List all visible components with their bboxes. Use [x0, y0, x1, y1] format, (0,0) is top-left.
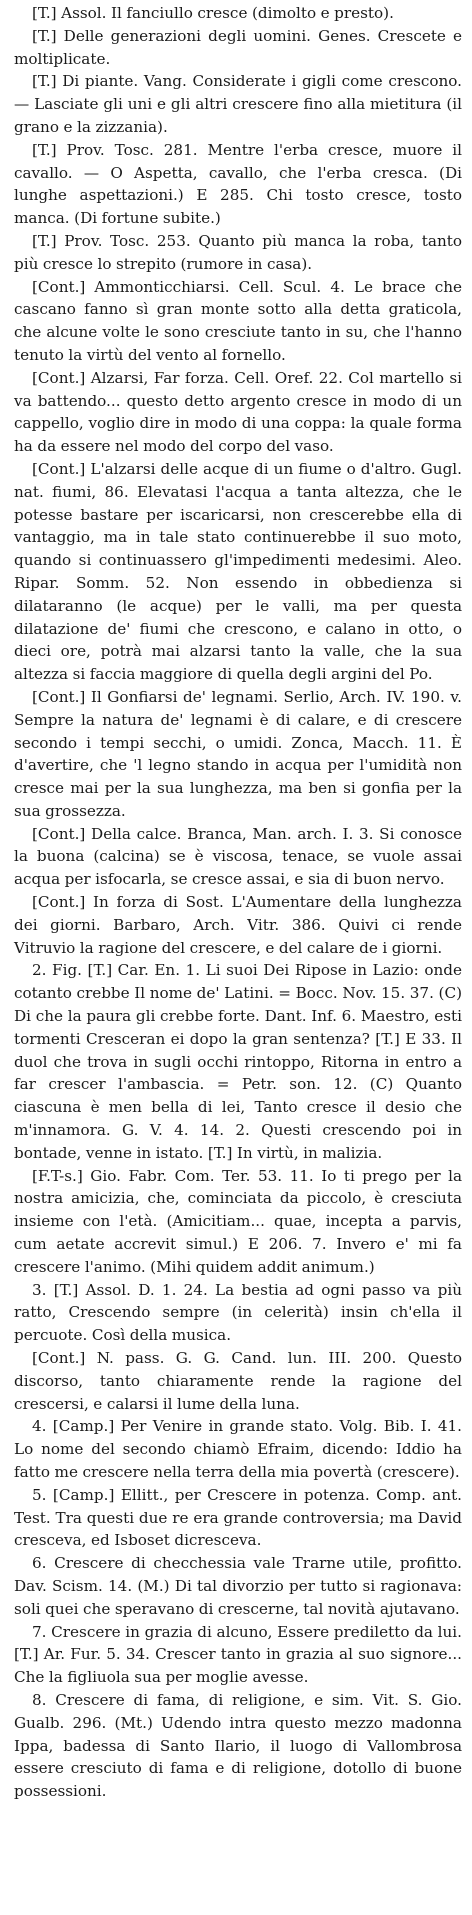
entry-paragraph: [Cont.] Il Gonfiarsi de' legnami. Serlio, Arch. IV. 190. v. Sempre la natura de' legnami è di calare, e di crescere secondo i tempi secchi, o umidi. Zonca, Macch. 11. È d'avertire, che 'l legno stando in acqua per l'umidità non cresce mai per la sua lunghezza, ma ben si gonfia per la sua grossezza. — [14, 687, 462, 820]
entry-paragraph: [F.T-s.] Gio. Fabr. Com. Ter. 53. 11. Io ti prego per la nostra amicizia, che, cominciata da piccolo, è cresciuta insieme con l'età. (Amicitiam... quae, incepta a parvis, cum aetate accrevit simul.) E 206. 7. Invero e' mi fa crescere l'animo. (Mihi quidem addit animum.) — [14, 1166, 462, 1276]
sense-6-paragraph: 6. Crescere di checchessia vale Trarne utile, profitto. Dav. Scism. 14. (M.) Di tal divorzio per tutto si ragionava: soli quei che speravano di crescerne, tal novità ajutavano. — [14, 1554, 462, 1618]
sense-7-paragraph: 7. Crescere in grazia di alcuno, Essere prediletto da lui. [T.] Ar. Fur. 5. 34. Crescer tanto in grazia al suo signore... Che la figliuola sua per moglie avesse. — [14, 1622, 462, 1687]
sense-4-paragraph: 4. [Camp.] Per Venire in grande stato. Volg. Bib. I. 41. Lo nome del secondo chiamò Efraim, dicendo: Iddio ha fatto me crescere nella terra della mia povertà (crescere). — [14, 1417, 462, 1481]
sense-2-paragraph: 2. Fig. [T.] Car. En. 1. Li suoi Dei Ripose in Lazio: onde cotanto crebbe Il nome de' Latini. = Bocc. Nov. 15. 37. (C) Di che la paura gli crebbe forte. Dant. Inf. 6. Maestro, esti tormenti Cresceran ei dopo la gran sentenza? [T.] E 33. Il duol che trova in sugli occhi rintoppo, Ritorna in entro a far crescer l'ambascia. = Petr. son. 12. (C) Quanto ciascuna è men bella di lei, Tanto cresce il desio che m'innamora. G. V. 4. 14. 2. Questi crescendo poi in bontade, venne in istato. [T.] In virtù, in malizia. — [14, 961, 462, 1162]
sense-8-paragraph: 8. Crescere di fama, di religione, e sim. Vit. S. Gio. Gualb. 296. (Mt.) Udendo intra questo mezzo madonna Ippa, badessa di Santo Ilario, il luogo di Vallombrosa essere cresciuto di fama e di religione, dotollo di buone possessioni. — [14, 1690, 462, 1801]
entry-paragraph: [Cont.] Della calce. Branca, Man. arch. I. 3. Si conosce la buona (calcina) se è viscosa, tenace, se vuole assai acqua per isfocarla, se cresce assai, e sia di buon nervo. — [14, 824, 462, 889]
entry-paragraph: [Cont.] L'alzarsi delle acque di un fiume o d'altro. Gugl. nat. fiumi, 86. Elevatasi l'acqua a tanta altezza, che le potesse bastare per iscaricarsi, non crescerebbe ella di vantaggio, ma in tale stato continuerebbe il suo moto, quando si continuassero gl'impedimenti medesimi. Aleo. Ripar. Somm. 52. Non essendo in obbedienza si dilataranno (le acque) per le valli, ma per questa dilatazione de' fiumi che crescono, e calano in otto, o dieci ore, potrà mai alzarsi tanto la valle, che la sua altezza si faccia maggiore di quella degli argini del Po. — [14, 459, 462, 684]
entry-paragraph: [T.] Prov. Tosc. 253. Quanto più manca la roba, tanto più cresce lo strepito (rumore in casa). — [14, 231, 462, 273]
entry-paragraph: [T.] Di piante. Vang. Considerate i gigli come crescono. — Lasciate gli uni e gli altri crescere fino alla mietitura (il grano e la zizzania). — [14, 72, 462, 136]
entry-paragraph: [Cont.] Alzarsi, Far forza. Cell. Oref. 22. Col martello si va battendo... questo detto argento cresce in modo di un cappello, voglio dire in modo di una coppa: la quale forma ha da essere nel modo del corpo del vaso. — [14, 368, 462, 456]
entry-paragraph: [T.] Assol. Il fanciullo cresce (dimolto e presto). — [32, 4, 394, 22]
entry-paragraph: [T.] Delle generazioni degli uomini. Genes. Crescete e moltiplicate. — [14, 26, 462, 68]
entry-paragraph: [T.] Prov. Tosc. 281. Mentre l'erba cresce, muore il cavallo. — O Aspetta, cavallo, che l'erba cresca. (Di lunghe aspettazioni.) E 285. Chi tosto cresce, tosto manca. (Di fortune subite.) — [14, 140, 462, 228]
entry-paragraph: [Cont.] Ammonticchiarsi. Cell. Scul. 4. Le brace che cascano fanno sì gran monte sotto alla detta graticola, che alcune volte le sono cresciute tanto in su, che l'hanno tenuto la virtù del vento al fornello. — [14, 277, 462, 364]
sense-3-paragraph: 3. [T.] Assol. D. 1. 24. La bestia ad ogni passo va più ratto, Crescendo sempre (in celerità) insin ch'ella il percuote. Così della musica. — [14, 1280, 462, 1345]
sense-5-paragraph: 5. [Camp.] Ellitt., per Crescere in potenza. Comp. ant. Test. Tra questi due re era grande controversia; ma David cresceva, ed Isboset dicresceva. — [14, 1485, 462, 1550]
entry-paragraph: [Cont.] In forza di Sost. L'Aumentare della lunghezza dei giorni. Barbaro, Arch. Vitr. 386. Quivi ci rende Vitruvio la ragione del crescere, e del calare de i giorni. — [14, 893, 462, 957]
entry-paragraph: [Cont.] N. pass. G. G. Cand. lun. III. 200. Questo discorso, tanto chiaramente rende la ragione del crescersi, e calarsi il lume della luna. — [14, 1349, 462, 1413]
